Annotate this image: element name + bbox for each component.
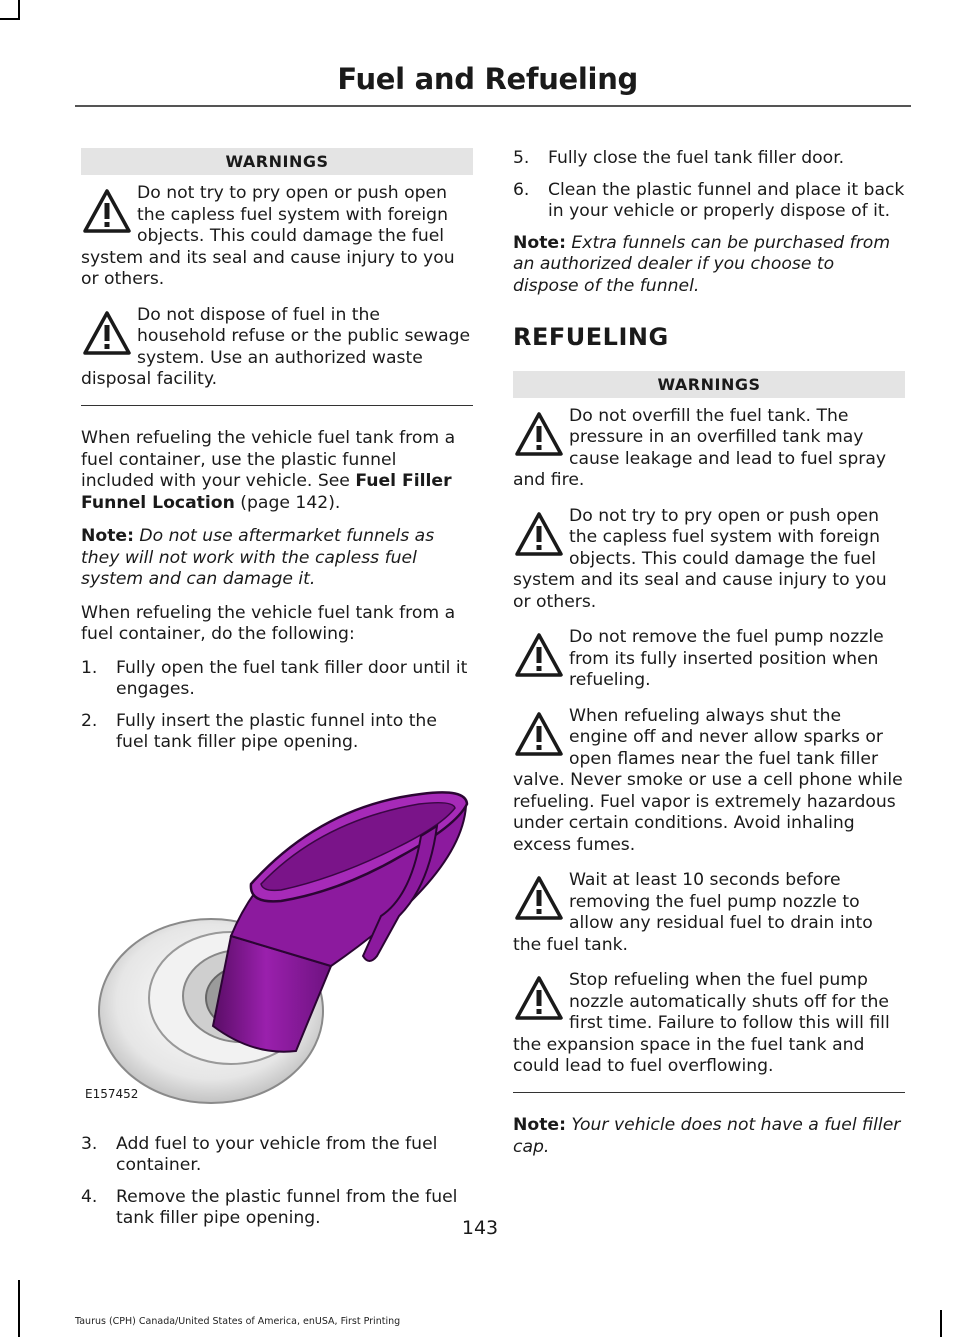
list-item xyxy=(81,711,473,754)
funnel-in-filler-pipe-image xyxy=(81,766,473,1112)
warning-item xyxy=(513,506,905,614)
warnings-end-divider xyxy=(81,405,473,407)
warning-text: Do not overfill the fuel tank. The pressure in an overfilled tank may cause leakage and lead to fuel spray and fire. xyxy=(513,405,887,490)
step-number: 5. xyxy=(513,148,530,168)
warning-item xyxy=(513,706,905,857)
warning-triangle-icon xyxy=(513,510,565,562)
step-number: 1. xyxy=(81,657,98,678)
warning-triangle-icon xyxy=(81,187,133,239)
section-heading: REFUELING xyxy=(513,323,669,351)
warnings-end-divider xyxy=(513,1092,905,1094)
list-item xyxy=(81,658,473,701)
warning-triangle-icon xyxy=(513,874,565,926)
steps-list xyxy=(513,148,905,223)
warning-text: Stop refueling when the fuel pump nozzle automatically shuts off for the first time. Failure to follow this will fill the expansion space in the fuel tank and could lead to fuel overflowing. xyxy=(513,970,890,1076)
list-item xyxy=(513,148,905,170)
warnings-heading: WARNINGS xyxy=(513,371,905,398)
warning-text: When refueling always shut the engine off and never allow sparks or open flames near the fuel tank filler valve. Never smoke or use a cell phone while refueling. Fuel vapor is extremely hazardous under certain conditions. Avoid inhaling excess fumes. xyxy=(513,705,903,855)
cross-reference-link[interactable]: Fuel Filler Funnel Location xyxy=(81,471,452,513)
note-text: Your vehicle does not have a fuel filler cap. xyxy=(513,1115,901,1157)
crop-mark xyxy=(18,0,20,20)
warning-item xyxy=(513,970,905,1078)
step-number: 2. xyxy=(81,710,98,731)
note-label: Note: xyxy=(81,526,134,546)
note-text: Extra funnels can be purchased from an authorized dealer if you choose to dispose of the funnel. xyxy=(513,232,891,296)
header-divider xyxy=(75,105,911,107)
step-text: Fully insert the plastic funnel into the fuel tank filler pipe opening. xyxy=(116,710,437,752)
funnel-illustration xyxy=(81,766,473,1112)
page-title: Fuel and Refueling xyxy=(337,62,638,96)
note-label: Note: xyxy=(513,232,566,253)
step-number: 3. xyxy=(81,1133,98,1154)
crop-mark xyxy=(940,1310,942,1337)
warning-triangle-icon xyxy=(513,410,565,462)
note xyxy=(513,233,905,298)
warning-triangle-icon xyxy=(513,710,565,762)
step-text: Remove the plastic funnel from the fuel tank filler pipe opening. xyxy=(116,1186,458,1228)
warning-text: Do not remove the fuel pump nozzle from its fully inserted position when refueling. xyxy=(569,627,884,690)
footer-text: Taurus (CPH) Canada/United States of America, enUSA, First Printing xyxy=(75,1316,401,1327)
warning-triangle-icon xyxy=(81,309,133,361)
steps-list xyxy=(81,658,473,754)
step-number: 4. xyxy=(81,1186,98,1207)
left-column xyxy=(81,148,473,1240)
note-label: Note: xyxy=(513,1115,566,1135)
warning-text: Wait at least 10 seconds before removing the fuel pump nozzle to allow any residual fuel to drain into the fuel tank. xyxy=(513,870,873,955)
crop-mark xyxy=(0,18,20,20)
page-reference: (page 142). xyxy=(234,492,341,513)
step-text: Fully close the fuel tank filler door. xyxy=(548,148,845,168)
note xyxy=(81,526,473,591)
note xyxy=(513,1115,905,1158)
warning-text: Do not try to pry open or push open the capless fuel system with foreign objects. This could damage the fuel system and its seal and cause injury to you or others. xyxy=(81,183,455,289)
warning-triangle-icon xyxy=(513,974,565,1026)
page-number: 143 xyxy=(461,1217,499,1239)
warning-item xyxy=(513,406,905,492)
step-number: 6. xyxy=(513,179,530,200)
warnings-heading: WARNINGS xyxy=(81,148,473,175)
list-item xyxy=(513,180,905,223)
paragraph-text: When refueling the vehicle fuel tank from a fuel container, use the plastic funnel included with your vehicle. See xyxy=(81,428,456,491)
step-text: Clean the plastic funnel and place it back in your vehicle or properly dispose of it. xyxy=(548,179,905,221)
warning-text: Do not dispose of fuel in the household refuse or the public sewage system. Use an authorized waste disposal facility. xyxy=(81,304,471,389)
warning-item xyxy=(513,627,905,692)
warning-triangle-icon xyxy=(513,631,565,683)
warning-item xyxy=(513,870,905,956)
warning-item xyxy=(81,183,473,291)
crop-mark xyxy=(18,1280,20,1337)
step-text: Add fuel to your vehicle from the fuel container. xyxy=(116,1133,438,1175)
steps-list xyxy=(81,1134,473,1230)
note-text: Do not use aftermarket funnels as they will not work with the capless fuel system and can damage it. xyxy=(81,526,435,589)
list-item xyxy=(81,1134,473,1177)
warning-item xyxy=(81,305,473,391)
warning-text: Do not try to pry open or push open the capless fuel system with foreign objects. This could damage the fuel system and its seal and cause injury to you or others. xyxy=(513,505,887,612)
paragraph xyxy=(81,428,473,514)
step-text: Fully open the fuel tank filler door until it engages. xyxy=(116,657,468,699)
figure-id: E157452 xyxy=(85,1087,139,1101)
paragraph: When refueling the vehicle fuel tank from a fuel container, do the following: xyxy=(81,602,456,644)
right-column xyxy=(513,148,905,1170)
